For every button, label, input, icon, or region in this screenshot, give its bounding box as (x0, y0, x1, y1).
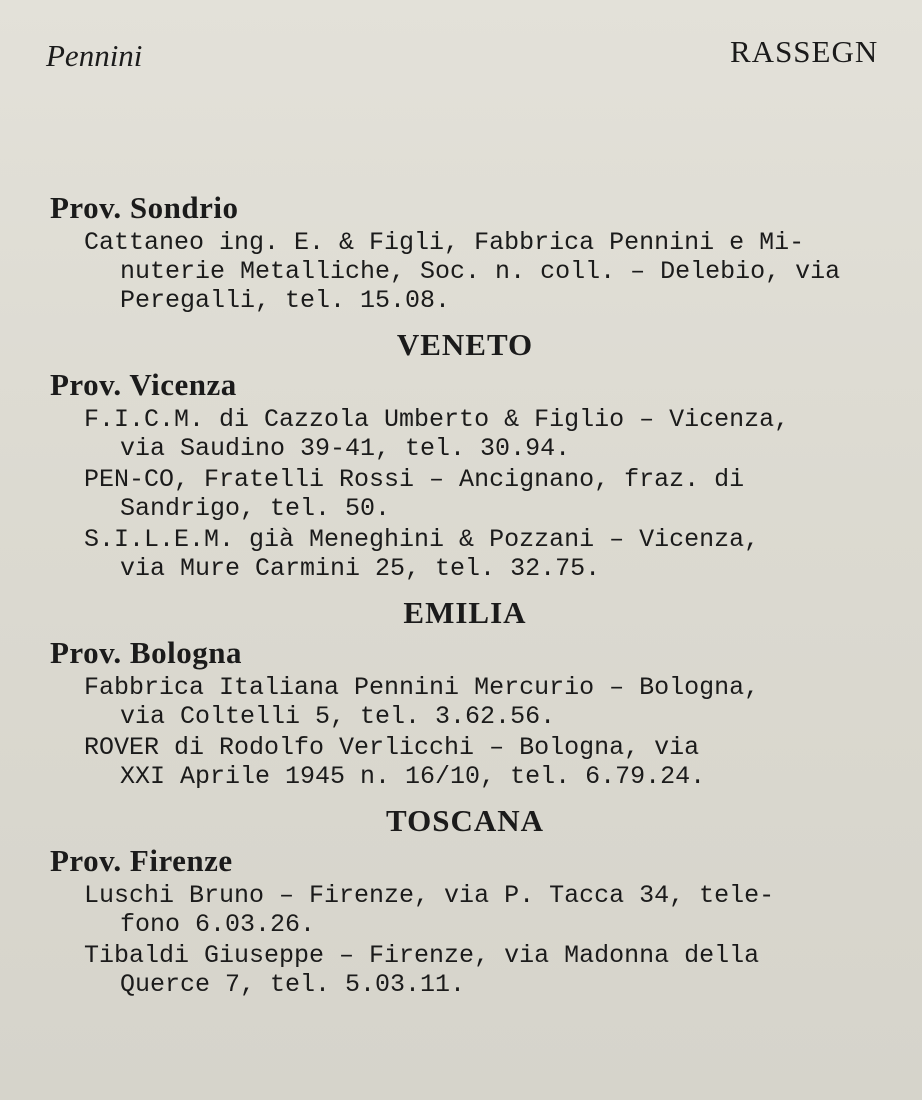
province-heading: Prov. Sondrio (50, 190, 239, 225)
company-entry (50, 733, 880, 791)
running-head-left: Pennini (46, 38, 143, 73)
entry-line: via Coltelli 5, tel. 3.62.56. (120, 702, 556, 731)
entry-line: Tibaldi Giuseppe – Firenze, via Madonna della (84, 941, 760, 970)
province-heading: Prov. Bologna (50, 635, 242, 670)
region-heading: EMILIA (403, 595, 527, 630)
region-heading: TOSCANA (385, 803, 545, 838)
company-entry (50, 941, 880, 999)
company-entry (50, 525, 880, 583)
directory-listing (50, 190, 880, 999)
entry-line: ROVER di Rodolfo Verlicchi – Bologna, via (84, 733, 700, 762)
company-entry (50, 673, 880, 731)
province-heading: Prov. Firenze (50, 843, 233, 878)
entry-line: Luschi Bruno – Firenze, via P. Tacca 34, tele- (84, 881, 775, 910)
entry-line: fono 6.03.26. (120, 910, 316, 939)
entry-line: Peregalli, tel. 15.08. (120, 286, 451, 315)
company-entry (50, 881, 880, 939)
company-entry (50, 405, 880, 463)
entry-line: Sandrigo, tel. 50. (120, 494, 391, 523)
entry-line: PEN-CO, Fratelli Rossi – Ancignano, fraz. di (84, 465, 745, 494)
entry-line: Querce 7, tel. 5.03.11. (120, 970, 466, 999)
province-heading: Prov. Vicenza (50, 367, 237, 402)
entry-line: via Mure Carmini 25, tel. 32.75. (120, 554, 601, 583)
entry-line: Cattaneo ing. E. & Figli, Fabbrica Pennini e Mi- (84, 228, 805, 257)
region-heading: VENETO (396, 327, 534, 362)
entry-line: Fabbrica Italiana Pennini Mercurio – Bologna, (84, 673, 760, 702)
entry-line: F.I.C.M. di Cazzola Umberto & Figlio – Vicenza, (84, 405, 790, 434)
entry-line: XXI Aprile 1945 n. 16/10, tel. 6.79.24. (120, 762, 706, 791)
running-head-right: RASSEGN (730, 34, 879, 69)
entry-line: via Saudino 39-41, tel. 30.94. (120, 434, 571, 463)
company-entry (50, 465, 880, 523)
company-entry (50, 228, 880, 315)
entry-line: nuterie Metalliche, Soc. n. coll. – Delebio, via (120, 257, 841, 286)
entry-line: S.I.L.E.M. già Meneghini & Pozzani – Vicenza, (84, 525, 760, 554)
